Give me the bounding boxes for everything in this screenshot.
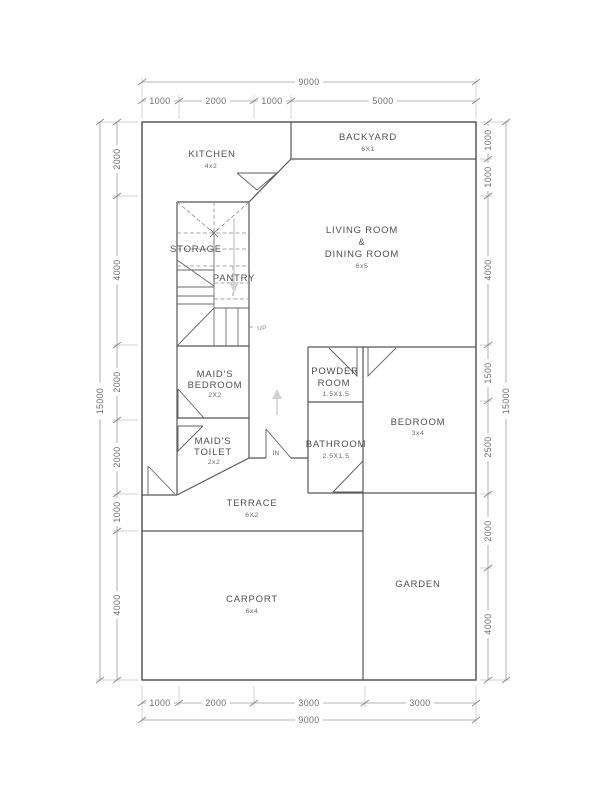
- dim-top-1: [146, 96, 174, 106]
- dim-left-6: [112, 591, 122, 619]
- room-label-kitchen: KITCHEN: [188, 149, 236, 160]
- dim-bottom-2: [202, 698, 230, 708]
- in-label: IN: [272, 450, 280, 457]
- dim-top-2: [202, 96, 230, 106]
- room-size-kitchen: 4x2: [204, 163, 218, 170]
- dimension-ticks: [96, 79, 510, 723]
- svg-text:2500: 2500: [483, 436, 493, 458]
- dim-left-1: [112, 145, 122, 173]
- room-label-pantry: PANTRY: [212, 273, 256, 284]
- svg-text:3000: 3000: [298, 698, 320, 708]
- dim-right-7: [483, 610, 493, 638]
- room-size-living-dining: 6x5: [355, 263, 369, 270]
- up-label: UP: [257, 325, 267, 332]
- svg-text:4000: 4000: [483, 259, 493, 281]
- svg-text:9000: 9000: [298, 715, 320, 725]
- svg-text:4000: 4000: [483, 613, 493, 635]
- room-label-powder-room-1: POWDER: [311, 366, 359, 377]
- dim-right-3: [483, 256, 493, 284]
- door-swing-icon-terrace: [148, 466, 175, 494]
- svg-text:2000: 2000: [205, 698, 227, 708]
- room-size-powder-room: 1.5X1.5: [322, 391, 350, 398]
- door-swing-icon-bathroom: [333, 461, 363, 492]
- extension-lines: [96, 78, 510, 724]
- door-swing-icon-maids-bedroom: [178, 389, 204, 418]
- dim-right-total: [501, 383, 511, 419]
- svg-text:1000: 1000: [483, 166, 493, 188]
- room-size-carport: 6x4: [245, 608, 259, 615]
- dim-right-5: [483, 433, 493, 461]
- svg-text:2000: 2000: [112, 446, 122, 468]
- dim-top-3: [258, 96, 286, 106]
- room-size-backyard: 6X1: [361, 146, 375, 153]
- dimension-labels: [95, 77, 511, 725]
- dim-left-2: [112, 256, 122, 284]
- svg-text:1000: 1000: [112, 501, 122, 523]
- svg-text:15000: 15000: [95, 387, 105, 415]
- room-label-ampersand: &: [358, 237, 366, 248]
- room-label-living-room: LIVING ROOM: [325, 225, 399, 236]
- room-label-bathroom: BATHROOM: [305, 439, 367, 450]
- room-label-carport: CARPORT: [226, 594, 278, 605]
- dim-left-4: [112, 443, 122, 471]
- svg-text:1000: 1000: [149, 698, 171, 708]
- svg-text:2000: 2000: [483, 520, 493, 542]
- dim-left-total: [95, 383, 105, 419]
- dimension-lines: [100, 82, 506, 720]
- dim-left-3: [112, 368, 122, 396]
- svg-text:3000: 3000: [409, 698, 431, 708]
- svg-text:1000: 1000: [261, 96, 283, 106]
- room-size-terrace: 6X2: [245, 512, 259, 519]
- room-label-backyard: BACKYARD: [339, 132, 397, 143]
- dim-bottom-total: [295, 715, 323, 725]
- room-label-maids-bedroom-2: BEDROOM: [187, 380, 243, 391]
- svg-text:15000: 15000: [501, 387, 511, 415]
- dim-right-6: [483, 517, 493, 545]
- dim-top-4: [369, 96, 397, 106]
- room-size-maids-bedroom: 2X2: [208, 392, 222, 399]
- dim-right-4: [483, 359, 493, 387]
- dim-right-2: [483, 163, 493, 191]
- room-label-maids-toilet-2: TOILET: [194, 447, 232, 458]
- room-label-terrace: TERRACE: [226, 498, 278, 509]
- room-label-dining-room: DINING ROOM: [324, 249, 400, 260]
- svg-text:4000: 4000: [112, 259, 122, 281]
- svg-text:4000: 4000: [112, 594, 122, 616]
- room-size-bathroom: 2.5X1.5: [322, 453, 350, 460]
- svg-text:2000: 2000: [112, 371, 122, 393]
- dim-top-total: [295, 77, 323, 87]
- room-label-maids-bedroom-1: MAID'S: [196, 369, 234, 380]
- room-label-powder-room-2: ROOM: [317, 378, 351, 389]
- svg-text:2000: 2000: [205, 96, 227, 106]
- room-label-storage: STORAGE: [170, 244, 222, 255]
- room-size-bedroom: 3x4: [411, 430, 425, 437]
- dim-bottom-1: [146, 698, 174, 708]
- room-label-bedroom: BEDROOM: [390, 417, 446, 428]
- svg-text:1000: 1000: [483, 129, 493, 151]
- dim-bottom-3: [295, 698, 323, 708]
- door-swing-icon-kitchen: [237, 173, 277, 190]
- svg-text:1000: 1000: [149, 96, 171, 106]
- entrance-arrow-head-icon: [272, 389, 282, 399]
- svg-text:2000: 2000: [112, 148, 122, 170]
- room-label-maids-toilet-1: MAID'S: [194, 436, 232, 447]
- svg-text:9000: 9000: [298, 77, 320, 87]
- dim-left-5: [112, 498, 122, 526]
- door-swing-icon-bedroom: [368, 347, 396, 376]
- walls: [142, 122, 476, 680]
- svg-text:5000: 5000: [372, 96, 394, 106]
- dim-bottom-4: [406, 698, 434, 708]
- outer-boundary-wall: [142, 122, 476, 680]
- entrance-direction: [272, 389, 282, 415]
- room-size-maids-toilet: 2x2: [207, 459, 221, 466]
- interior-walls: [142, 122, 476, 680]
- dim-right-1: [483, 126, 493, 154]
- room-label-garden: GARDEN: [395, 579, 441, 590]
- svg-text:1500: 1500: [483, 362, 493, 384]
